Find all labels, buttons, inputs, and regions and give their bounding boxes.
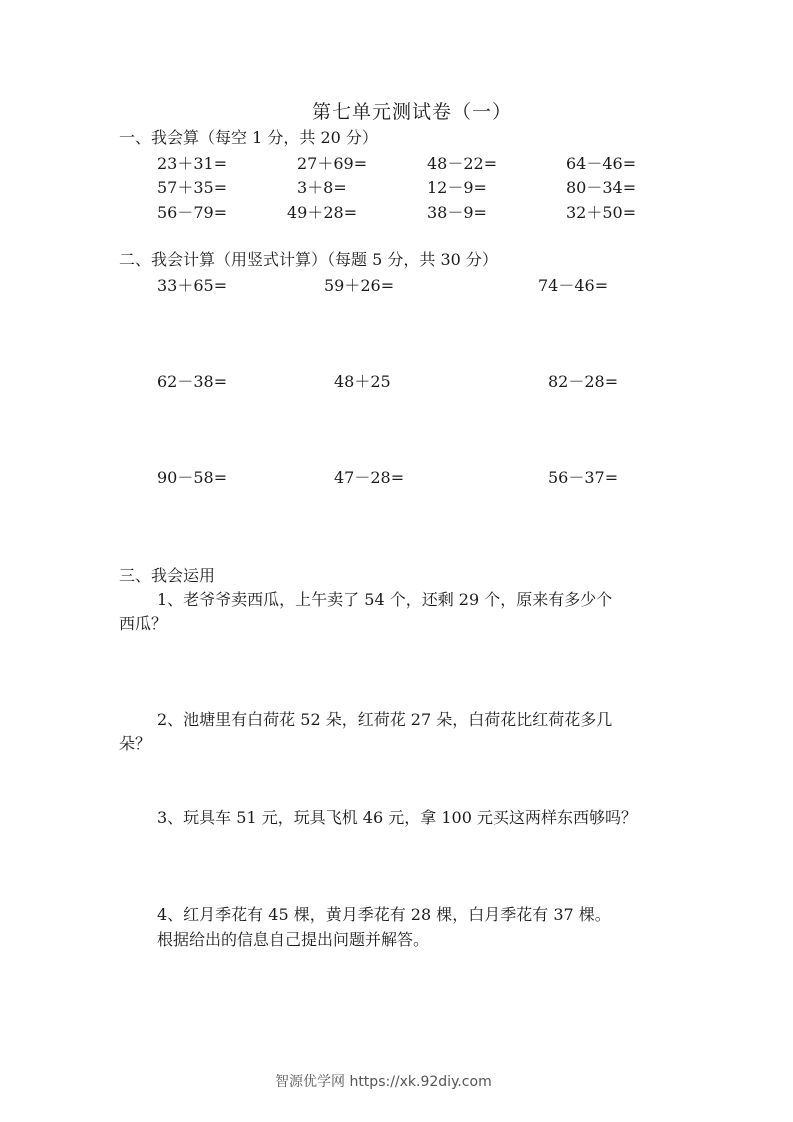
word-problem-1: 1、老爷爷卖西瓜，上午卖了 54 个，还剩 29 个，原来有多少个 <box>157 590 613 609</box>
page-title: 第七单元测试卷（一） <box>312 101 513 123</box>
calc-item: 27＋69= <box>297 154 368 173</box>
calc-item: 32＋50= <box>566 203 637 222</box>
section-2-heading: 二、我会计算（用竖式计算）（每题 5 分，共 30 分） <box>119 250 498 269</box>
vertical-calc-item: 56－37= <box>548 468 619 487</box>
word-problem-1-cont: 西瓜？ <box>119 614 168 633</box>
section-1-heading: 一、我会算（每空 1 分，共 20 分） <box>119 128 378 147</box>
calc-item: 49＋28= <box>287 203 358 222</box>
vertical-calc-item: 33＋65= <box>157 276 228 295</box>
vertical-calc-item: 90－58= <box>157 468 228 487</box>
vertical-calc-item: 74－46= <box>538 276 609 295</box>
word-problem-4-cont: 根据给出的信息自己提出问题并解答。 <box>157 930 430 949</box>
vertical-calc-item: 62－38= <box>157 372 228 391</box>
footer-watermark: 智源优学网 https://xk.92diy.com <box>275 1074 492 1090</box>
vertical-calc-item: 59＋26= <box>324 276 395 295</box>
word-problem-2-cont: 朵？ <box>119 734 152 753</box>
calc-item: 12－9= <box>427 178 487 197</box>
vertical-calc-item: 47－28= <box>334 468 405 487</box>
calc-item: 3＋8= <box>297 178 347 197</box>
vertical-calc-item: 48＋25 <box>334 372 391 391</box>
calc-item: 80－34= <box>566 178 637 197</box>
calc-item: 38－9= <box>427 203 487 222</box>
calc-item: 48－22= <box>427 154 498 173</box>
word-problem-4: 4、红月季花有 45 棵，黄月季花有 28 棵，白月季花有 37 棵。 <box>157 905 611 924</box>
word-problem-2: 2、池塘里有白荷花 52 朵，红荷花 27 朵，白荷花比红荷花多几 <box>157 710 613 729</box>
calc-item: 57＋35= <box>157 178 228 197</box>
section-3-heading: 三、我会运用 <box>119 566 216 585</box>
calc-item: 56－79= <box>157 203 228 222</box>
calc-item: 23＋31= <box>157 154 228 173</box>
calc-item: 64－46= <box>566 154 637 173</box>
word-problem-3: 3、玩具车 51 元，玩具飞机 46 元，拿 100 元买这两样东西够吗？ <box>157 808 637 827</box>
vertical-calc-item: 82－28= <box>548 372 619 391</box>
